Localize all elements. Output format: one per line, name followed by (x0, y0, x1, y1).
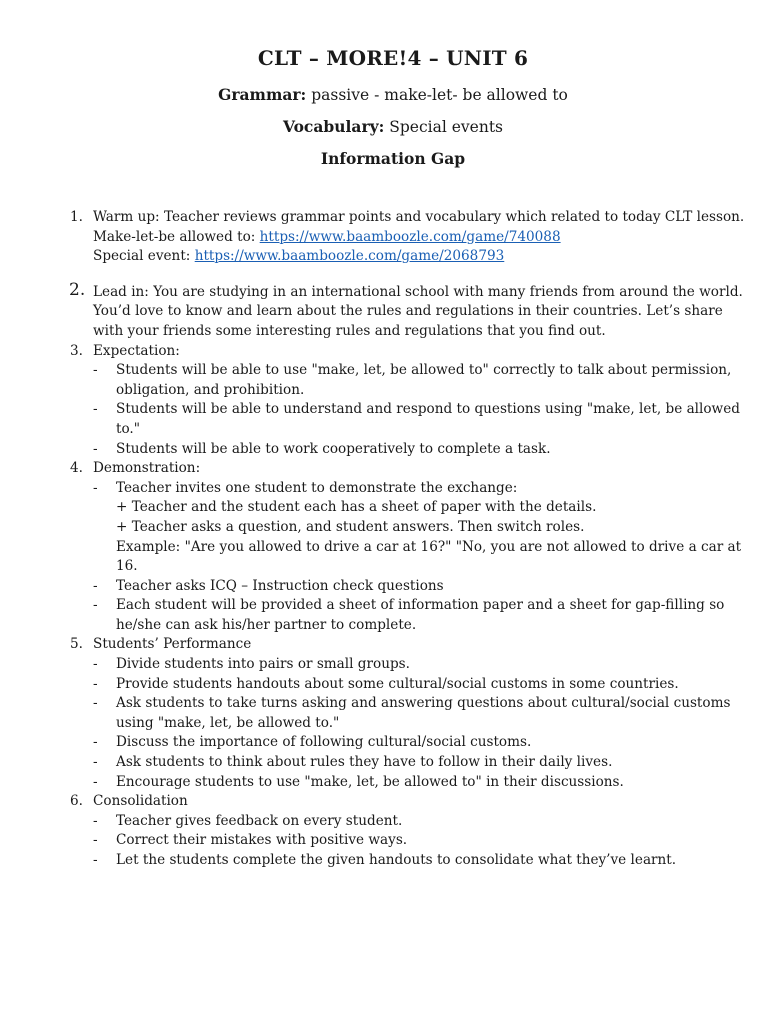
item-text: Students will be able to use "make, let, be allowed to" correctly to talk about permission, (116, 362, 732, 379)
item-text: Ask students to think about rules they have to follow in their daily lives. (116, 754, 613, 771)
activity-title-text: Information Gap (320, 149, 466, 168)
item-text: 16. (116, 558, 138, 575)
step-demonstration (70, 459, 742, 635)
baamboozle-link-vocabulary[interactable]: https://www.baamboozle.com/game/2068793 (194, 248, 505, 265)
step-text: Warm up: Teacher reviews grammar points and vocabulary which related to today CLT lesson. (93, 209, 745, 225)
activity-title (70, 148, 716, 170)
performance-list (93, 655, 731, 792)
item-text: Let the students complete the given handouts to consolidate what they’ve learnt. (116, 852, 677, 868)
item-text: Divide students into pairs or small groups. (116, 656, 410, 673)
item-text: Teacher invites one student to demonstrate the exchange: (116, 479, 518, 496)
list-item (93, 831, 716, 851)
consolidation-list (93, 812, 716, 871)
link-label: Special event: (93, 248, 195, 265)
item-text: Correct their mistakes with positive ways. (116, 832, 408, 849)
step-text: with your friends some interesting rules and regulations that you find out. (93, 322, 606, 339)
list-item (93, 733, 716, 753)
list-item (93, 773, 716, 793)
step-number: 2. (69, 279, 86, 300)
dash-bullet: - (93, 754, 98, 771)
dash-bullet: - (93, 577, 98, 594)
step-warm-up (70, 208, 745, 267)
grammar-label: Grammar: (218, 85, 307, 104)
item-text: Each student will be provided a sheet of information paper and a sheet for gap-filling so (116, 597, 725, 614)
list-item (93, 577, 716, 597)
vocabulary-value: Special events (384, 118, 504, 136)
item-text: Teacher gives feedback on every student. (116, 812, 403, 829)
item-text: Discuss the importance of following cultural/social customs. (116, 734, 532, 751)
dash-bullet: - (93, 597, 98, 614)
link-line-vocabulary (93, 247, 716, 267)
link-label: Make-let-be allowed to: (93, 228, 260, 245)
item-text: + Teacher asks a question, and student answers. Then switch roles. (116, 518, 585, 535)
expectation-list (93, 361, 740, 459)
grammar-value: passive - make-let- be allowed to (306, 86, 568, 104)
list-item (93, 851, 716, 871)
lesson-steps (69, 208, 745, 871)
item-text: Students will be able to understand and respond to questions using "make, let, be allowed (116, 401, 740, 418)
item-text: he/she can ask his/her partner to complete. (116, 616, 417, 633)
item-text: Provide students handouts about some cultural/social customs in some countries. (116, 675, 679, 692)
list-item (93, 655, 716, 675)
grammar-line (70, 84, 716, 106)
list-item (93, 596, 725, 635)
item-text: + Teacher and the student each has a sheet of paper with the details. (116, 499, 597, 516)
page-title: CLT – MORE!4 – UNIT 6 (257, 46, 529, 70)
dash-bullet: - (93, 362, 98, 379)
step-title: Consolidation (93, 793, 188, 810)
dash-bullet: - (93, 852, 98, 868)
step-consolidation (70, 792, 716, 870)
dash-bullet: - (93, 401, 98, 418)
item-text: using "make, let, be allowed to." (116, 714, 340, 731)
step-number: 4. (70, 460, 83, 477)
item-text: obligation, and prohibition. (116, 381, 305, 398)
step-number: 5. (70, 636, 83, 653)
dash-bullet: - (93, 832, 98, 849)
item-text: Encourage students to use "make, let, be allowed to" in their discussions. (116, 773, 624, 790)
list-item (93, 812, 716, 832)
step-text: You’d love to know and learn about the rules and regulations in their countries. Let’s share (93, 303, 723, 320)
dash-bullet: - (93, 773, 98, 790)
step-title: Students’ Performance (93, 636, 252, 653)
dash-bullet: - (93, 695, 98, 712)
dash-bullet: - (93, 479, 98, 496)
step-number: 6. (70, 793, 83, 810)
vocabulary-line (70, 116, 716, 138)
list-item (93, 400, 740, 439)
dash-bullet: - (93, 734, 98, 751)
step-lead-in (69, 279, 743, 342)
item-text: Ask students to take turns asking and answering questions about cultural/social customs (116, 695, 731, 712)
list-item (93, 694, 731, 733)
link-line-grammar (93, 228, 716, 248)
item-text: Students will be able to work cooperatively to complete a task. (116, 440, 551, 457)
list-item (93, 479, 742, 577)
step-title: Demonstration: (93, 460, 201, 477)
vocabulary-label: Vocabulary: (282, 117, 385, 136)
list-item (93, 361, 732, 400)
list-item (93, 440, 716, 460)
step-number: 1. (70, 209, 83, 225)
dash-bullet: - (93, 675, 98, 692)
item-text: Example: "Are you allowed to drive a car at 16?" "No, you are not allowed to drive a car at (116, 538, 742, 555)
item-text: to." (116, 420, 140, 437)
dash-bullet: - (93, 440, 98, 457)
list-item (93, 753, 716, 773)
item-text: Teacher asks ICQ – Instruction check questions (116, 577, 444, 594)
step-title: Expectation: (93, 342, 180, 359)
step-students-performance (70, 635, 731, 792)
baamboozle-link-grammar[interactable]: https://www.baamboozle.com/game/740088 (259, 228, 561, 245)
demonstration-list (93, 479, 742, 636)
list-item (93, 675, 716, 695)
step-text: Lead in: You are studying in an international school with many friends from around the world. (93, 283, 743, 300)
step-number: 3. (70, 342, 83, 359)
step-expectation (70, 342, 740, 460)
dash-bullet: - (93, 656, 98, 673)
dash-bullet: - (93, 812, 98, 829)
